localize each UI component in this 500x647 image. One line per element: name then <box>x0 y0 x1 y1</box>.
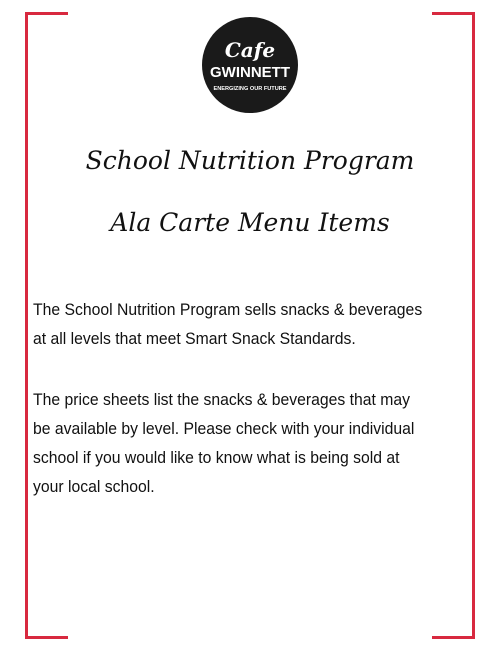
paragraph-line: The School Nutrition Program sells snacks & beverages <box>33 301 423 319</box>
paragraph-line: at all levels that meet Smart Snack Standards. <box>33 330 356 348</box>
title-line-2: Ala Carte Menu Items <box>110 208 390 237</box>
logo-line1: Cafe <box>224 38 276 62</box>
paragraph-line: The price sheets list the snacks & beverages that may <box>33 391 410 409</box>
logo-line2: GWINNETT <box>210 64 290 81</box>
title-line-1: School Nutrition Program <box>85 146 415 175</box>
paragraph-snack-standards <box>33 296 455 354</box>
logo-tagline: ENERGIZING OUR FUTURE <box>213 86 287 92</box>
paragraph-line: your local school. <box>33 478 155 496</box>
paragraph-line: be available by level. Please check with your individual <box>33 420 415 438</box>
paragraph-price-sheets <box>33 386 455 502</box>
paragraph-line: school if you would like to know what is being sold at <box>33 449 400 467</box>
cafe-gwinnett-logo <box>200 15 300 115</box>
